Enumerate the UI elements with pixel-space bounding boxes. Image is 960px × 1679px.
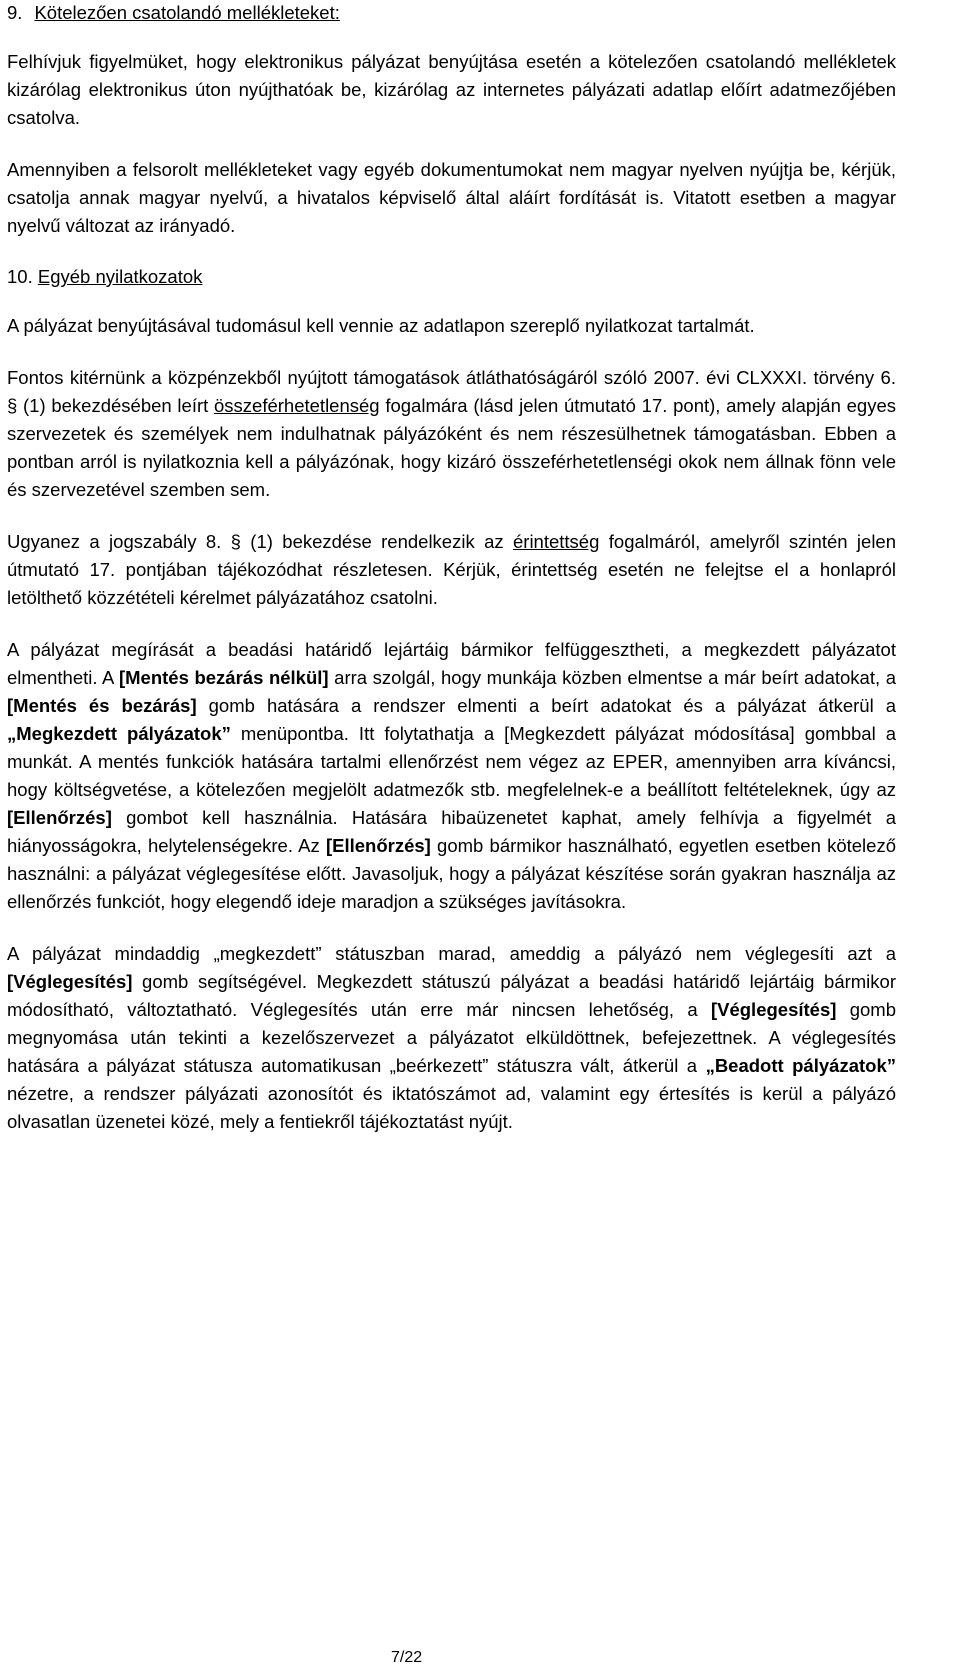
page-footer xyxy=(0,1648,889,1668)
text-run: arra szolgál, hogy munkája közben elmentse a már beírt adatokat, a xyxy=(328,667,897,688)
section-number: 9. xyxy=(7,2,23,23)
text-run: gombot kell használnia. Hatására hibaüzenetet kaphat, amely felhívja a figyelmét a hiányosságokra, helytelenségekre. Az xyxy=(7,807,896,856)
section-title: Kötelezően csatolandó mellékleteket: xyxy=(34,2,340,23)
bold-term: [Ellenőrzés] xyxy=(7,807,112,828)
paragraph-translation: Amennyiben a felsorolt mellékleteket vagy egyéb dokumentumokat nem magyar nyelven nyújtja be, kérjük, csatolja annak magyar nyelvű, a hivatalos képviselő által aláírt fordítását is. Vitatott esetben a magyar nyelvű változat az irányadó. xyxy=(7,159,896,236)
text-run: A pályázat megírását a beadási határidő lejártáig bármikor felfüggesztheti, a megkezdett pályázatot elmentheti. A xyxy=(7,639,896,688)
bold-term: [Ellenőrzés] xyxy=(325,835,431,856)
underlined-term: érintettség xyxy=(513,531,600,552)
section-number: 10. xyxy=(7,266,33,287)
text-run: gomb bármikor használható, egyetlen esetben kötelező használni: a pályázat véglegesítése előtt. Javasoljuk, hogy a pályázat készítése során gyakran használja az ellenőrzés funkciót, hogy elegendő ideje maradjon a szükséges javításokra. xyxy=(7,835,896,912)
bold-term: [Véglegesítés] xyxy=(7,971,133,992)
text-run: fogalmáról, amelyről szintén jelen útmutató 17. pontjában tájékozódhat részletesen. Kérjük, érintettség esetén ne felejtse el a honlapról letölthető közzétételi kérelmet pályázatához csatolni. xyxy=(7,531,897,608)
paragraph-declaration: A pályázat benyújtásával tudomásul kell vennie az adatlapon szereplő nyilatkozat tartalmát. xyxy=(7,315,755,336)
page-number: 7/22 xyxy=(391,1649,423,1666)
paragraph-saving xyxy=(7,636,896,916)
text-run: A pályázat mindaddig „megkezdett” státuszban marad, ameddig a pályázó nem véglegesíti azt a xyxy=(7,943,896,964)
text-run: gomb segítségével. Megkezdett státuszú pályázat a beadási határidő lejártáig bármikor módosítható, változtatható. Véglegesítés után erre már nincsen lehetőség, a xyxy=(7,971,896,1020)
text-run: fogalmára (lásd jelen útmutató 17. pont), amely alapján egyes szervezetek és személyek nem indulhatnak pályázóként és nem részesülhetnek támogatásban. Ebben a pontban arról is nyilatkoznia kell a pályázónak, hogy kizáró összeférhetetlenségi okok nem állnak fönn vele és szervezetével szemben sem. xyxy=(7,395,896,500)
text-run: menüpontba. Itt folytathatja a [Megkezdett pályázat módosítása] gombbal a munkát. A mentés funkciók hatására tartalmi ellenőrzést nem végez az EPER, amennyiben arra kíváncsi, hogy költségvetése, a kötelezően megjelölt adatmezők stb. megfelelnek-e a beállított feltételeknek, úgy az xyxy=(7,723,896,800)
text-run: Ugyanez a jogszabály 8. § (1) bekezdése rendelkezik az xyxy=(7,531,513,552)
bold-term: [Mentés és bezárás] xyxy=(7,695,197,716)
section-heading-10 xyxy=(7,264,896,290)
underlined-term: összeférhetetlenség xyxy=(214,395,380,416)
text-run: gomb megnyomása után tekinti a kezelőszervezet a pályázatot elküldöttnek, befejezettnek. A véglegesítés hatására a pályázat státusza automatikusan „beérkezett” státuszra vált, átkerül a xyxy=(7,999,896,1076)
bold-term: „Megkezdett pályázatok” xyxy=(7,723,231,744)
text-run: nézetre, a rendszer pályázati azonosítót és iktatószámot ad, valamint egy értesítés is kerül a pályázó olvasatlan üzenetei közé, mely a fentiekről tájékoztatást nyújt. xyxy=(7,1083,896,1132)
bold-term: „Beadott pályázatok” xyxy=(705,1055,896,1076)
bold-term: [Véglegesítés] xyxy=(710,999,837,1020)
text-run: gomb hatására a rendszer elmenti a beírt adatokat és a pályázat átkerül a xyxy=(196,695,896,716)
bold-term: [Mentés bezárás nélkül] xyxy=(118,667,329,688)
paragraph-incompatibility xyxy=(7,364,896,504)
paragraph-finalization xyxy=(7,940,896,1136)
paragraph-involvement xyxy=(7,528,896,612)
document-page xyxy=(7,0,896,1160)
section-title: Egyéb nyilatkozatok xyxy=(37,266,203,287)
section-heading-9 xyxy=(7,0,896,26)
paragraph-attachments: Felhívjuk figyelmüket, hogy elektronikus pályázat benyújtása esetén a kötelezően csatolandó mellékletek kizárólag elektronikus úton nyújthatóak be, kizárólag az internetes pályázati adatlap előírt adatmezőjében csatolva. xyxy=(7,51,896,128)
text-run: Fontos kitérnünk a közpénzekből nyújtott támogatások átláthatóságáról szóló 2007. évi CLXXXI. törvény 6. § (1) bekezdésében leírt xyxy=(7,367,896,416)
